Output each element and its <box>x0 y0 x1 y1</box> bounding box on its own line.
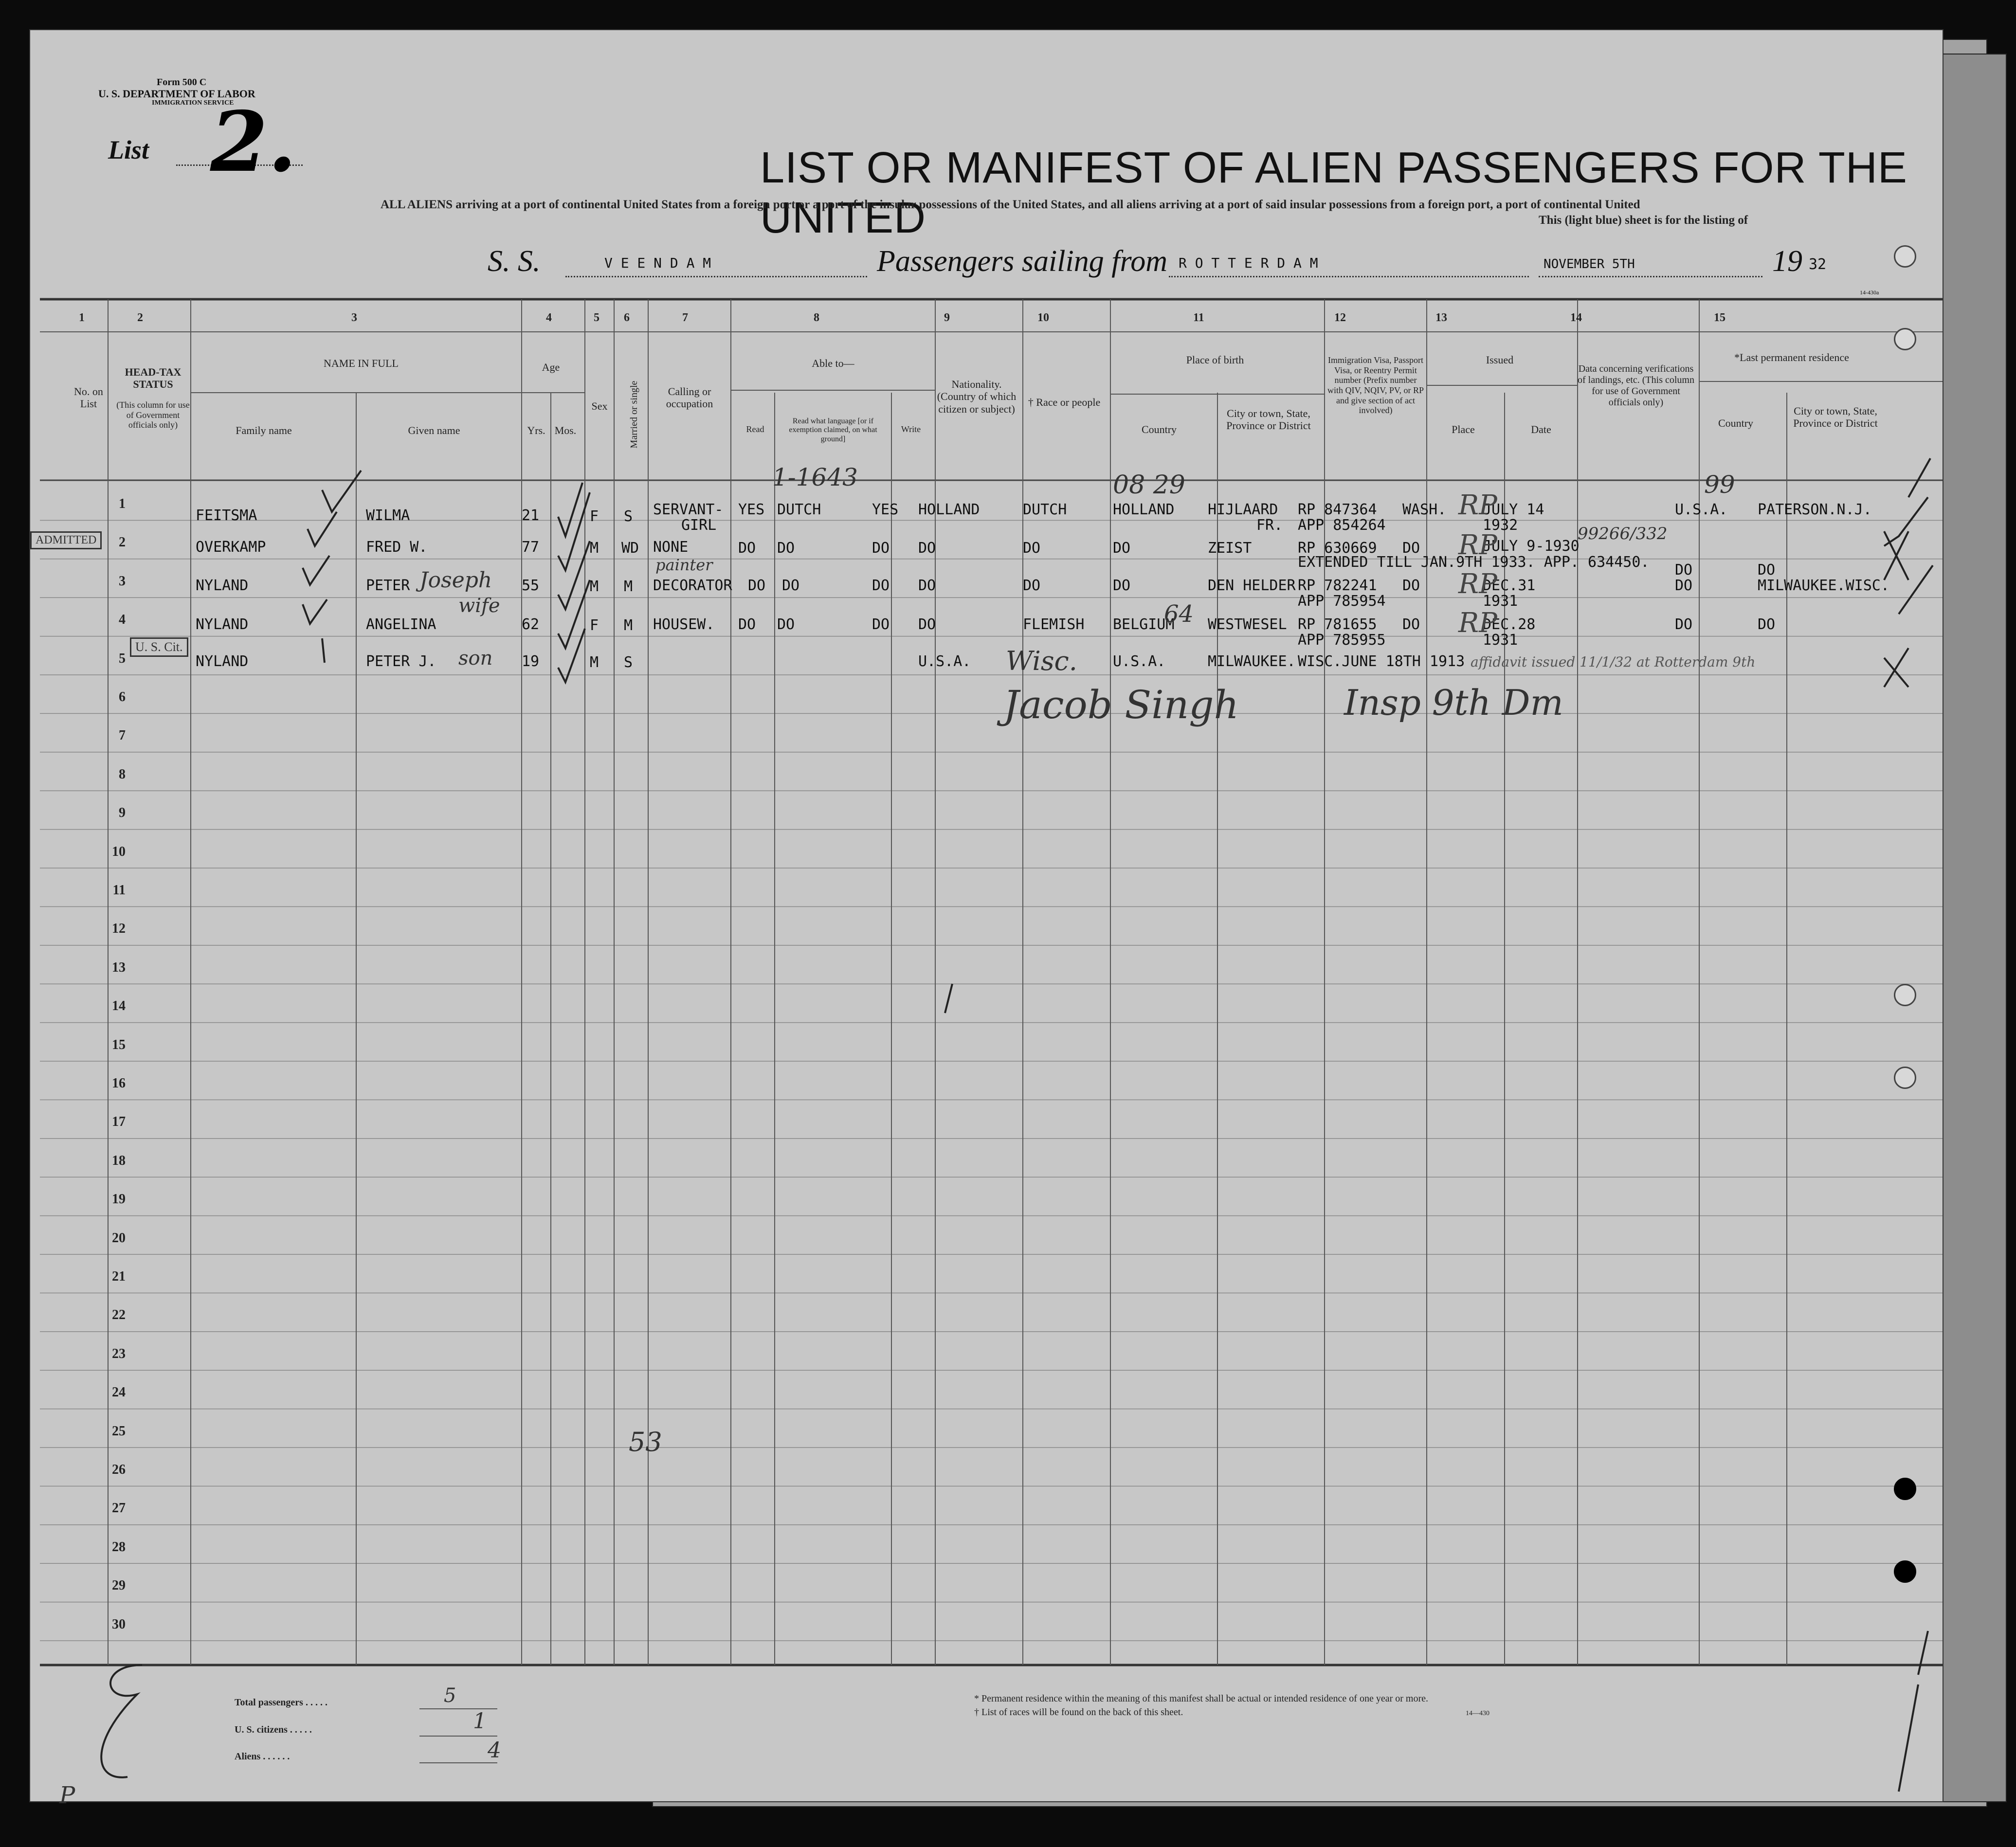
col-num-1: 1 <box>79 311 85 324</box>
col-num-7: 7 <box>682 311 688 324</box>
head-mos: Mos. <box>554 424 577 436</box>
inspector-title: Insp 9th Dm <box>1344 682 1563 723</box>
occupation: NONE <box>653 539 689 556</box>
birth-city: ZEIST <box>1208 540 1252 557</box>
punch-hole <box>1894 1478 1916 1500</box>
col-num-13: 13 <box>1435 311 1447 324</box>
residence-country: DO <box>1675 616 1693 633</box>
subtitle-line1: ALL ALIENS arriving at a port of continental United States from a foreign port or a port of the insular possessions of the United States, and all aliens arriving at a port of said insular possessions from a foreign port, a port of continental United <box>381 198 1640 211</box>
row-number: 22 <box>112 1307 126 1323</box>
row-number: 15 <box>112 1037 126 1052</box>
residence-city: MILWAUKEE.WISC. <box>1758 577 1889 594</box>
x-mark <box>1884 497 1928 546</box>
birth-city: HIJLAARD <box>1208 501 1278 518</box>
given-name: WILMA <box>366 507 410 524</box>
check-mark <box>303 556 329 585</box>
corner-code: 14-430a <box>1860 289 1879 296</box>
row-number: 6 <box>119 689 126 705</box>
sailing-label: Passengers sailing from <box>877 245 1168 278</box>
col-num-9: 9 <box>944 311 950 324</box>
head-issued-place: Place <box>1452 423 1475 435</box>
visa-number: RP 782241 <box>1298 577 1377 594</box>
head-read: Read <box>746 424 764 434</box>
sex: M <box>590 540 599 557</box>
marital-status: S <box>624 508 633 525</box>
sex: F <box>590 508 599 525</box>
head-age: Age <box>542 361 560 373</box>
visa-number: RP 630669 <box>1298 540 1377 557</box>
head-occupation: Calling or occupation <box>666 385 713 410</box>
head-last-residence: *Last permanent residence <box>1734 351 1849 363</box>
punch-hole <box>1894 245 1916 268</box>
row-number: 18 <box>112 1153 126 1168</box>
punch-hole <box>1894 984 1916 1006</box>
row-number: 23 <box>112 1346 126 1361</box>
nationality: U.S.A. <box>918 653 971 670</box>
rp-mark-1: RP <box>1458 489 1497 521</box>
issued-place: DO <box>1402 540 1420 557</box>
visa-number-2: APP 785955 <box>1298 632 1386 649</box>
head-married: Married or single <box>629 380 639 449</box>
issued-date: DEC.31 <box>1483 577 1536 594</box>
age-yrs: 77 <box>522 539 540 556</box>
head-sex: Sex <box>591 400 608 412</box>
birth-country: DO <box>1113 577 1131 594</box>
visa-number: RP 847364 <box>1298 501 1377 518</box>
us-citizens-value: 1 <box>473 1709 487 1734</box>
row-number: 28 <box>112 1539 126 1555</box>
margin-mark: P <box>59 1782 75 1809</box>
check-mark <box>558 629 585 682</box>
aliens-value: 4 <box>488 1738 501 1763</box>
head-visa: Immigration Visa, Passport Visa, or Reentry Permit number (Prefix number with QIV, NQIV, PV, or RP and give section of act involved) <box>1327 355 1424 416</box>
us-citizen-stamp: U. S. Cit. <box>130 637 188 657</box>
issued-date: DEC.28 <box>1483 616 1536 633</box>
sex: M <box>590 578 599 595</box>
footnote-races: † List of races will be found on the back of this sheet. <box>974 1707 1183 1718</box>
read-language: DO <box>777 616 795 633</box>
head-read-lang: Read what language [or if exemption claimed, on what ground] <box>789 417 877 443</box>
handwritten-wisc: Wisc. <box>1006 646 1077 676</box>
manifest-table <box>30 30 1943 1801</box>
head-able-to: Able to— <box>812 357 854 369</box>
col-num-11: 11 <box>1193 311 1204 324</box>
handwritten-son: son <box>458 647 493 670</box>
age-yrs: 55 <box>522 577 540 594</box>
marital-status: S <box>624 654 633 671</box>
check-mark <box>303 599 327 624</box>
handwritten-53: 53 <box>629 1427 662 1457</box>
occupation-2: GIRL <box>681 517 717 534</box>
row-number: 13 <box>112 960 126 975</box>
col-num-12: 12 <box>1334 311 1346 324</box>
birth-city: MILWAUKEE. <box>1208 653 1296 670</box>
head-res-city: City or town, State, Province or District <box>1793 405 1878 430</box>
race: FLEMISH <box>1023 616 1085 633</box>
residence-city: DO <box>1758 561 1776 579</box>
head-race: † Race or people <box>1028 396 1101 408</box>
department: U. S. DEPARTMENT OF LABOR <box>98 88 255 100</box>
row-number: 4 <box>119 612 126 628</box>
handwritten-64: 64 <box>1164 600 1194 628</box>
inspector-signature: Jacob Singh <box>1003 682 1239 727</box>
occupation: SERVANT- <box>653 501 724 518</box>
year-suffix: 32 <box>1809 256 1827 273</box>
head-family-name: Family name <box>236 424 292 436</box>
punch-hole <box>1894 328 1916 350</box>
row-number: 19 <box>112 1192 126 1207</box>
head-tax-status: HEAD-TAX STATUS <box>125 366 182 391</box>
head-birth-city: City or town, State, Province or District <box>1226 407 1311 432</box>
issued-date-2: 1931 <box>1483 593 1518 610</box>
row-number: 27 <box>112 1501 126 1516</box>
manifest-sheet <box>29 29 1943 1809</box>
col-num-5: 5 <box>594 311 599 324</box>
age-yrs: 62 <box>522 616 540 633</box>
family-name: FEITSMA <box>196 507 257 524</box>
handwritten-born-note: affidavit issued 11/1/32 at Rotterdam 9th <box>1471 654 1756 670</box>
row-number: 11 <box>112 883 126 898</box>
marital-status: WD <box>621 540 639 557</box>
given-name: FRED W. <box>366 539 428 556</box>
x-mark <box>1884 648 1908 687</box>
total-passengers-label: Total passengers . . . . . <box>235 1697 327 1708</box>
subtitle-line2: This (light blue) sheet is for the listing of <box>1539 214 1748 227</box>
occupation: DECORATOR <box>653 577 732 594</box>
handwritten-serial: 1-1643 <box>772 463 858 491</box>
year-prefix: 19 <box>1772 245 1802 278</box>
row-number: 12 <box>112 921 126 937</box>
check-mark <box>322 471 361 512</box>
row-number: 21 <box>112 1269 126 1284</box>
handwritten-birth-mark: 08 29 <box>1113 471 1185 500</box>
head-place-of-birth: Place of birth <box>1186 354 1244 366</box>
head-res-country: Country <box>1718 417 1754 429</box>
given-name: ANGELINA <box>366 616 436 633</box>
age-yrs: 19 <box>522 653 540 670</box>
visa-number: RP 781655 <box>1298 616 1377 633</box>
can-read: YES <box>738 501 765 518</box>
family-name: NYLAND <box>196 616 249 633</box>
row-number: 29 <box>112 1578 126 1593</box>
row-number: 25 <box>112 1423 126 1439</box>
row-number: 17 <box>112 1114 126 1130</box>
row-number: 5 <box>119 651 126 666</box>
head-given-name: Given name <box>408 424 460 436</box>
issued-date-2: 1932 <box>1483 517 1518 534</box>
handwritten-wife: wife <box>458 595 500 617</box>
can-read: DO <box>748 577 766 594</box>
row-number: 7 <box>119 728 126 743</box>
handwritten-code-99: 99 <box>1704 471 1735 499</box>
birth-country: BELGIUM <box>1113 616 1175 633</box>
nationality: DO <box>918 616 936 633</box>
row-number: 24 <box>112 1385 126 1400</box>
family-name: NYLAND <box>196 653 249 670</box>
head-nationality: Nationality. (Country of which citizen or subject) <box>937 378 1017 415</box>
rp-mark-3: RP <box>1458 568 1497 600</box>
marital-status: M <box>624 617 633 634</box>
nationality: DO <box>918 577 936 594</box>
birth-country: HOLLAND <box>1113 501 1175 518</box>
ship-name: V E E N D A M <box>604 255 711 271</box>
issued-place: DO <box>1402 577 1420 594</box>
margin-scribble <box>101 1665 142 1777</box>
residence-city: DO <box>1758 616 1776 633</box>
visa-number-2: APP 785954 <box>1298 593 1386 610</box>
manifest-title: LIST OR MANIFEST OF ALIEN PASSENGERS FOR THE UNITED <box>760 144 1907 242</box>
row-number: 9 <box>119 805 126 821</box>
check-mark <box>322 638 325 663</box>
col-num-2: 2 <box>137 311 143 324</box>
col-num-3: 3 <box>351 311 357 324</box>
head-write: Write <box>901 424 921 434</box>
footer-code: 14—430 <box>1466 1710 1489 1717</box>
footnote-residence: * Permanent residence within the meaning of this manifest shall be actual or intended residence of one year or more. <box>974 1693 1429 1704</box>
read-language: DO <box>777 540 795 557</box>
nationality: HOLLAND <box>918 501 980 518</box>
sailing-date: NOVEMBER 5TH <box>1544 257 1635 272</box>
col-num-15: 15 <box>1714 311 1725 324</box>
aliens-label: Aliens . . . . . . <box>235 1751 290 1762</box>
port-name: R O T T E R D A M <box>1179 255 1318 271</box>
race: DO <box>1023 577 1041 594</box>
race: DUTCH <box>1023 501 1067 518</box>
row-number: 30 <box>112 1616 126 1632</box>
ss-label: S. S. <box>488 245 541 278</box>
check-mark <box>308 512 337 546</box>
can-write: DO <box>872 577 890 594</box>
issued-place: WASH. <box>1402 501 1447 518</box>
can-read: DO <box>738 540 756 557</box>
form-number: Form 500 C <box>157 77 207 88</box>
head-birth-country: Country <box>1141 423 1177 435</box>
marital-status: M <box>624 578 633 595</box>
residence-country: DO <box>1675 561 1693 579</box>
head-issued: Issued <box>1486 354 1514 366</box>
sex: M <box>590 654 599 671</box>
col-num-8: 8 <box>814 311 819 324</box>
age-yrs: 21 <box>522 507 540 524</box>
handwritten-verification: 99266/332 <box>1578 524 1668 543</box>
rp-mark-4: RP <box>1458 607 1497 639</box>
can-write: DO <box>872 616 890 633</box>
family-name: OVERKAMP <box>196 539 266 556</box>
row-number: 3 <box>119 573 126 589</box>
occupation: HOUSEW. <box>653 616 715 633</box>
birth-country: U.S.A. <box>1113 653 1166 670</box>
family-name: NYLAND <box>196 577 249 594</box>
can-write: YES <box>872 501 899 518</box>
can-write: DO <box>872 540 890 557</box>
row-number: 26 <box>112 1462 126 1477</box>
service: IMMIGRATION SERVICE <box>152 99 234 107</box>
given-name: PETER J. <box>366 653 436 670</box>
birth-country: DO <box>1113 540 1131 557</box>
read-language: DUTCH <box>777 501 821 518</box>
head-issued-date: Date <box>1531 423 1551 435</box>
birth-city: WESTWESEL <box>1208 616 1287 633</box>
row-number: 1 <box>119 496 126 511</box>
head-tax-note: (This column for use of Government officials only) <box>116 400 190 430</box>
row-number: 10 <box>112 844 126 859</box>
visa-number-2: APP 854264 <box>1298 517 1386 534</box>
head-no-on-list: No. on List <box>74 385 103 410</box>
handwritten-given-joseph: Joseph <box>419 568 492 593</box>
row-number: 16 <box>112 1076 126 1091</box>
us-citizens-label: U. S. citizens . . . . . <box>235 1724 312 1735</box>
row-number: 20 <box>112 1230 126 1246</box>
col-num-10: 10 <box>1037 311 1049 324</box>
final-check-mark <box>1899 1631 1928 1792</box>
col-num-4: 4 <box>546 311 552 324</box>
handwritten-painter: painter <box>655 556 713 574</box>
row-number: 8 <box>119 766 126 782</box>
tick-mark <box>945 984 952 1013</box>
issued-date: JULY 14 <box>1483 501 1544 518</box>
issued-date-2: 1931 <box>1483 632 1518 649</box>
issued-place: DO <box>1402 616 1420 633</box>
can-read: DO <box>738 616 756 633</box>
sex: F <box>590 617 599 634</box>
list-number: 2. <box>210 93 297 191</box>
given-name: PETER <box>366 577 410 594</box>
birth-city: DEN HELDER <box>1208 577 1296 594</box>
rp-mark-2: RP <box>1458 529 1497 561</box>
read-language: DO <box>782 577 800 594</box>
birth-city-2: FR. <box>1256 517 1283 534</box>
check-mark <box>1908 458 1930 497</box>
head-yrs: Yrs. <box>527 424 545 436</box>
race: DO <box>1023 540 1041 557</box>
residence-city: PATERSON.N.J. <box>1758 501 1872 518</box>
punch-hole <box>1894 1560 1916 1583</box>
residence-country: DO <box>1675 577 1693 594</box>
col-num-6: 6 <box>624 311 630 324</box>
row-number: 14 <box>112 998 126 1014</box>
issued-date: JULY 9-1930 <box>1483 538 1580 555</box>
admitted-stamp: ADMITTED <box>30 531 102 549</box>
residence-country: U.S.A. <box>1675 501 1728 518</box>
visa-extension-note: EXTENDED TILL JAN.9TH 1933. APP. 634450. <box>1298 554 1650 571</box>
head-verifications: Data concerning verifications of landings, etc. (This column for use of Government officials only) <box>1578 363 1694 408</box>
row-number: 2 <box>119 535 126 550</box>
punch-hole <box>1894 1067 1916 1089</box>
col-num-14: 14 <box>1570 311 1582 324</box>
birth-date-note: WISC.JUNE 18TH 1913 <box>1298 653 1465 670</box>
list-label: List <box>108 135 149 164</box>
head-name-in-full: NAME IN FULL <box>324 357 399 369</box>
nationality: DO <box>918 540 936 557</box>
total-passengers-value: 5 <box>444 1684 456 1707</box>
